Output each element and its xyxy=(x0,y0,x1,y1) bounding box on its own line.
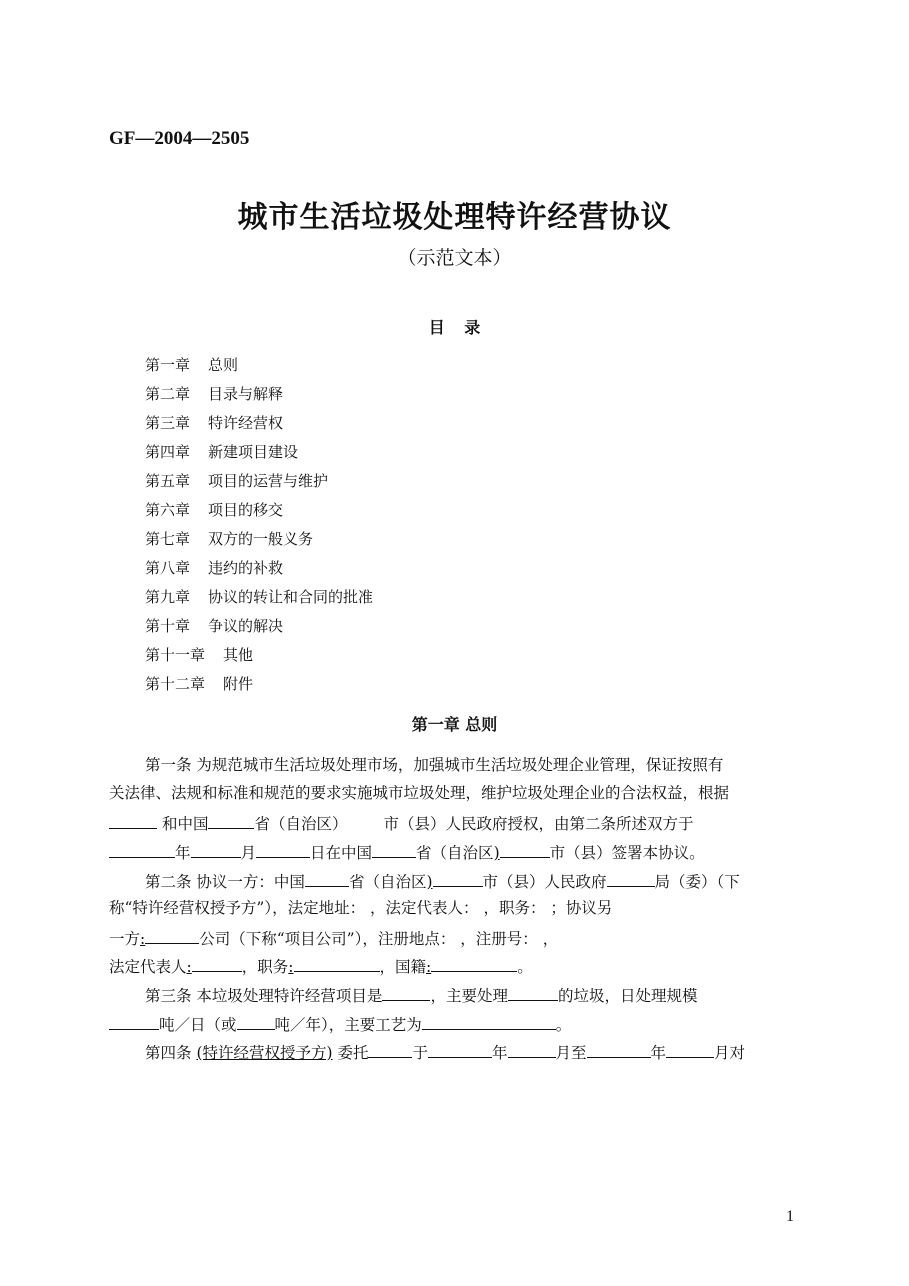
toc-item xyxy=(145,353,373,382)
text: 市（县）签署本协议。 xyxy=(549,844,705,862)
text: 。 xyxy=(517,958,533,976)
article-4-line-1 xyxy=(145,1039,745,1065)
toc-item-label: 项目的移交 xyxy=(208,501,284,519)
article-1-line-4 xyxy=(109,839,705,865)
toc-item xyxy=(145,440,373,469)
article-3-line-2 xyxy=(109,1011,571,1037)
blank-field xyxy=(500,839,550,858)
article-2-line-3 xyxy=(109,925,558,951)
toc-item-label: 其他 xyxy=(223,646,254,664)
text: 。 xyxy=(555,1016,572,1034)
blank-field xyxy=(208,810,254,829)
toc-item xyxy=(145,469,373,498)
text: 月至 xyxy=(555,1044,587,1062)
blank-field xyxy=(607,868,655,887)
blank-field xyxy=(145,925,199,944)
text: : xyxy=(426,958,432,976)
text: 第四条 xyxy=(145,1044,197,1062)
article-2-line-2: 称“特许经营权授予方”），法定地址： ，法定代表人： ，职务： ；协议另 xyxy=(109,899,613,917)
toc-item-number: 第三章 xyxy=(145,414,191,432)
page-number: 1 xyxy=(786,1208,794,1225)
text: 和中国 xyxy=(161,815,209,833)
text: 法定代表人 xyxy=(109,958,187,976)
toc-title: 目 录 xyxy=(428,318,481,337)
toc-item xyxy=(145,672,373,701)
toc-item-label: 新建项目建设 xyxy=(208,443,299,461)
text: ) xyxy=(493,844,500,862)
toc-item-label: 目录与解释 xyxy=(208,385,284,403)
blank-field xyxy=(237,1011,275,1030)
blank-field xyxy=(666,1039,714,1058)
text: 第三条 本垃圾处理特许经营项目是 xyxy=(145,987,383,1005)
toc-item xyxy=(145,556,373,585)
blank-field xyxy=(508,1039,556,1058)
article-1-line-3 xyxy=(109,810,693,836)
blank-field xyxy=(508,982,558,1001)
toc-item-number: 第五章 xyxy=(145,472,191,490)
toc-item xyxy=(145,643,373,672)
toc-item-number: 第七章 xyxy=(145,530,191,548)
text: 年 xyxy=(492,1044,508,1062)
toc-item-number: 第九章 xyxy=(145,588,191,606)
text: ，主要处理 xyxy=(430,987,508,1005)
text: 于 xyxy=(412,1044,428,1062)
article-2-line-4 xyxy=(109,953,533,979)
toc-item xyxy=(145,585,373,614)
text: 委托 xyxy=(332,1044,369,1062)
text: 省（自治区） xyxy=(254,815,348,833)
blank-field xyxy=(192,953,242,972)
text: 月对 xyxy=(714,1044,746,1062)
document-subtitle: （示范文本） xyxy=(397,247,512,269)
text: 局（委）（下 xyxy=(654,873,740,891)
toc-item xyxy=(145,527,373,556)
toc-item-number: 第六章 xyxy=(145,501,191,519)
blank-field xyxy=(109,1011,159,1030)
blank-field xyxy=(109,839,175,858)
article-2-line-1 xyxy=(145,868,740,894)
toc-item-number: 第一章 xyxy=(145,356,191,374)
text: ，职务 xyxy=(241,958,289,976)
toc-item xyxy=(145,382,373,411)
toc-item-number: 第四章 xyxy=(145,443,191,461)
toc-item-label: 特许经营权 xyxy=(208,414,284,432)
blank-field xyxy=(428,1039,492,1058)
blank-field xyxy=(191,839,241,858)
text: : xyxy=(186,958,192,976)
text: 吨／年），主要工艺为 xyxy=(274,1016,422,1034)
blank-field xyxy=(372,839,416,858)
toc-item-label: 总则 xyxy=(208,356,239,374)
text: 第二条 协议一方：中国 xyxy=(145,873,305,891)
toc-item-label: 附件 xyxy=(223,675,254,693)
text: 省（自治区 xyxy=(348,873,427,891)
toc-item xyxy=(145,498,373,527)
article-1-line-1: 第一条 为规范城市生活垃圾处理市场，加强城市生活垃圾处理企业管理，保证按照有 xyxy=(145,756,724,774)
document-code: GF—2004—2505 xyxy=(109,128,250,149)
toc-item-label: 协议的转让和合同的批准 xyxy=(208,588,374,606)
text: 公司（下称“项目公司”），注册地点： ，注册号： ， xyxy=(199,930,559,948)
blank-field xyxy=(431,953,517,972)
text: 月 xyxy=(240,844,257,862)
text: 吨／日（或 xyxy=(159,1016,237,1034)
text: 省（自治区 xyxy=(416,844,494,862)
toc-item-number: 第八章 xyxy=(145,559,191,577)
text: 的垃圾，日处理规模 xyxy=(557,987,698,1005)
text: 市（县）人民政府 xyxy=(482,873,607,891)
blank-field xyxy=(422,1011,556,1030)
toc-item xyxy=(145,614,373,643)
blank-field xyxy=(587,1039,651,1058)
blank-field xyxy=(433,868,483,887)
toc-item-number: 第二章 xyxy=(145,385,191,403)
text: (特许经营权授予方) xyxy=(196,1044,333,1062)
blank-field xyxy=(256,839,310,858)
toc-item-label: 违约的补救 xyxy=(208,559,284,577)
toc-item xyxy=(145,411,373,440)
chapter-heading: 第一章 总则 xyxy=(411,715,498,734)
text: 年 xyxy=(175,844,191,862)
text: ) xyxy=(426,873,433,891)
table-of-contents xyxy=(145,353,373,701)
toc-item-label: 双方的一般义务 xyxy=(208,530,314,548)
document-title: 城市生活垃圾处理特许经营协议 xyxy=(237,200,672,235)
toc-item-number: 第十一章 xyxy=(145,646,206,664)
blank-field xyxy=(382,982,430,1001)
article-1-line-2: 关法律、法规和标准和规范的要求实施城市垃圾处理，维护垃圾处理企业的合法权益，根据 xyxy=(109,784,730,802)
toc-item-number: 第十章 xyxy=(145,617,191,635)
text: : xyxy=(140,930,146,948)
blank-field xyxy=(109,810,157,829)
text: : xyxy=(288,958,294,976)
blank-field xyxy=(305,868,349,887)
blank-field xyxy=(294,953,380,972)
blank-field xyxy=(368,1039,412,1058)
text: 市（县）人民政府授权，由第二条所述双方于 xyxy=(383,815,694,833)
text: 日在中国 xyxy=(310,844,373,862)
text: 一方 xyxy=(109,930,141,948)
text: ，国籍 xyxy=(379,958,427,976)
toc-item-label: 项目的运营与维护 xyxy=(208,472,329,490)
toc-item-label: 争议的解决 xyxy=(208,617,284,635)
article-3-line-1 xyxy=(145,982,697,1008)
text: 年 xyxy=(650,1044,667,1062)
toc-item-number: 第十二章 xyxy=(145,675,206,693)
